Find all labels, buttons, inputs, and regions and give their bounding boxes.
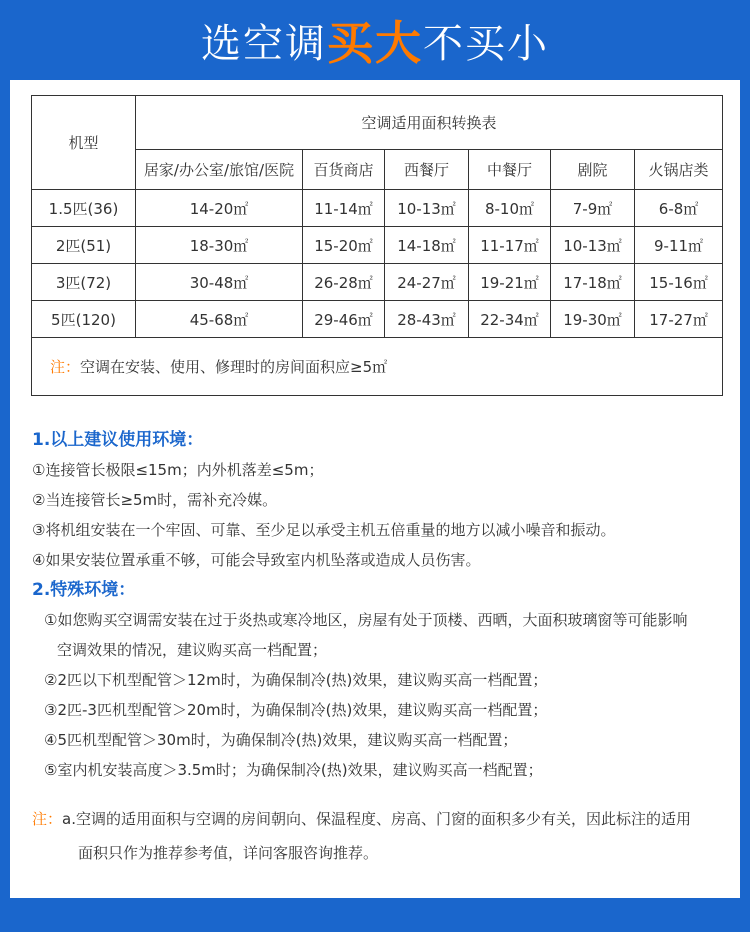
area-cell: 15-16㎡ [635,264,723,301]
model-cell: 1.5匹(36) [32,190,136,227]
area-cell: 15-20㎡ [303,227,385,264]
table-row [32,264,723,301]
area-cell: 17-18㎡ [551,264,635,301]
area-cell: 11-14㎡ [303,190,385,227]
section-usage-environment [32,425,732,575]
area-cell: 30-48㎡ [136,264,303,301]
area-cell: 14-18㎡ [385,227,469,264]
area-cell: 22-34㎡ [469,301,551,338]
area-cell: 8-10㎡ [469,190,551,227]
table-row [32,301,723,338]
page-header [0,0,750,80]
area-cell: 28-43㎡ [385,301,469,338]
list-item: ⑤室内机安装高度＞3.5m时；为确保制冷(热)效果，建议购买高一档配置； [44,761,543,779]
list-item: ①连接管长极限≤15m；内外机落差≤5m； [32,461,324,479]
list-item: ①如您购买空调需安装在过于炎热或寒冷地区，房屋有处于顶楼、西晒，大面积玻璃窗等可能影响 [44,611,688,629]
area-cell: 26-28㎡ [303,264,385,301]
footnote-label: 注： [32,810,63,828]
area-cell: 29-46㎡ [303,301,385,338]
area-cell: 11-17㎡ [469,227,551,264]
section2-title: 2.特殊环境： [32,580,136,600]
list-item: ③2匹-3匹机型配管＞20m时，为确保制冷(热)效果，建议购买高一档配置； [44,701,548,719]
area-cell: 45-68㎡ [136,301,303,338]
area-cell: 18-30㎡ [136,227,303,264]
table-title: 空调适用面积转换表 [136,96,723,150]
header-prefix: 选空调 [201,20,327,67]
area-cell: 24-27㎡ [385,264,469,301]
area-cell: 19-21㎡ [469,264,551,301]
category-header: 百货商店 [303,150,385,190]
model-cell: 2匹(51) [32,227,136,264]
table-note [32,338,723,396]
area-cell: 10-13㎡ [385,190,469,227]
table-row [32,190,723,227]
area-cell: 19-30㎡ [551,301,635,338]
model-cell: 3匹(72) [32,264,136,301]
footnote-line1: a.空调的适用面积与空调的房间朝向、保温程度、房高、门窗的面积多少有关，因此标注的适用 [62,810,691,828]
list-item: ④5匹机型配管＞30m时，为确保制冷(热)效果，建议购买高一档配置； [44,731,518,749]
area-cell: 10-13㎡ [551,227,635,264]
area-cell: 6-8㎡ [635,190,723,227]
header-suffix: 不买小 [423,20,549,67]
category-header: 西餐厅 [385,150,469,190]
area-conversion-table [31,95,723,396]
category-header: 火锅店类 [635,150,723,190]
category-header: 居家/办公室/旅馆/医院 [136,150,303,190]
section-special-environment [32,575,732,785]
table-row [32,227,723,264]
section1-title: 1.以上建议使用环境： [32,430,204,450]
list-item: ④如果安装位置承重不够，可能会导致室内机坠落或造成人员伤害。 [32,551,481,569]
area-cell: 14-20㎡ [136,190,303,227]
footnote-line2: 面积只作为推荐参考值，详问客服咨询推荐。 [78,844,379,862]
header-highlight: 买大 [327,16,423,70]
area-cell: 9-11㎡ [635,227,723,264]
list-item: 空调效果的情况，建议购买高一档配置； [57,641,328,659]
area-cell: 7-9㎡ [551,190,635,227]
table-note-text: 空调在安装、使用、修理时的房间面积应≥5㎡ [80,358,388,376]
list-item: ③将机组安装在一个牢固、可靠、至少足以承受主机五倍重量的地方以减小噪音和振动。 [32,521,616,539]
content-panel [10,80,740,898]
model-header: 机型 [32,96,136,190]
area-cell: 17-27㎡ [635,301,723,338]
table-note-label: 注： [50,358,81,376]
category-header: 剧院 [551,150,635,190]
category-header: 中餐厅 [469,150,551,190]
list-item: ②当连接管长≥5m时，需补充冷媒。 [32,491,278,509]
list-item: ②2匹以下机型配管＞12m时，为确保制冷(热)效果，建议购买高一档配置； [44,671,548,689]
model-cell: 5匹(120) [32,301,136,338]
footnote [32,802,732,870]
